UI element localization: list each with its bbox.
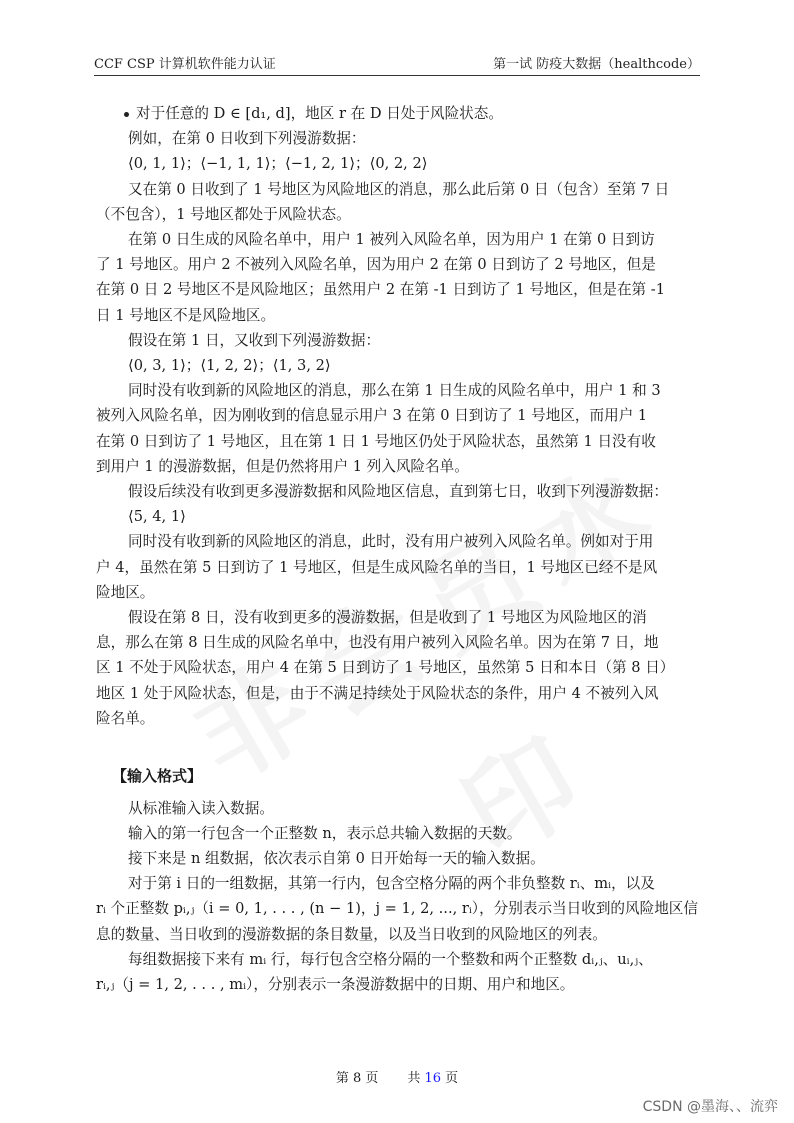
total-pages-prefix: 共	[407, 1071, 421, 1086]
text-line: 险地区。	[96, 583, 155, 601]
page-footer	[0, 1067, 794, 1086]
text-line: 同时没有收到新的风险地区的消息，那么在第 1 日生成的风险名单中，用户 1 和 3	[128, 382, 661, 400]
text-line: 假设在第 8 日，没有收到更多的漫游数据，但是收到了 1 号地区为风险地区的消	[128, 609, 647, 626]
text-line: 每组数据接下来有 mᵢ 行，每行包含空格分隔的一个整数和两个正整数 dᵢ,ⱼ、uᵢ,ⱼ、	[128, 950, 653, 968]
text-line: 对于任意的 D ∈ [d₁, d]，地区 r 在 D 日处于风险状态。	[136, 105, 503, 122]
text-line: 从标准输入读入数据。	[128, 799, 274, 817]
csdn-watermark: CSDN @墨海、、流弈	[642, 1099, 778, 1115]
total-pages-number[interactable]: 16	[424, 1071, 442, 1086]
text-line: 区 1 不处于风险状态，用户 4 在第 5 日到访了 1 号地区，虽然第 5 日和本日（第 8 日）	[96, 659, 675, 677]
text-line: 被列入风险名单，因为刚收到的信息显示用户 3 在第 0 日到访了 1 号地区，而用户 1	[96, 407, 648, 425]
text-line: 到用户 1 的漫游数据，但是仍然将用户 1 列入风险名单。	[96, 457, 469, 475]
text-line: ⟨0, 1, 1⟩；⟨−1, 1, 1⟩；⟨−1, 2, 1⟩；⟨0, 2, 2⟩	[128, 155, 428, 173]
section-title: 【输入格式】	[112, 767, 203, 786]
text-line: 户 4，虽然在第 5 日到访了 1 号地区，但是生成风险名单的当日，1 号地区已经不是风	[96, 558, 658, 576]
text-line: 在第 0 日到访了 1 号地区，且在第 1 日 1 号地区仍处于风险状态，虽然第 1 日没有收	[96, 432, 656, 450]
text-line: 地区 1 处于风险状态，但是，由于不满足持续处于风险状态的条件，用户 4 不被列入风	[96, 684, 659, 702]
text-line: 例如，在第 0 日收到下列漫游数据：	[128, 130, 366, 148]
text-line: 假设在第 1 日，又收到下列漫游数据：	[128, 331, 381, 349]
page-header	[94, 53, 700, 73]
total-pages-suffix: 页	[445, 1071, 459, 1086]
text-line: 息的数量、当日收到的漫游数据的条目数量，以及当日收到的风险地区的列表。	[96, 925, 607, 943]
text-line: （不包含），1 号地区都处于风险状态。	[96, 205, 351, 223]
header-rule	[94, 75, 700, 76]
text-line: ⟨5, 4, 1⟩	[128, 508, 186, 526]
text-line: rᵢ 个正整数 pᵢ,ⱼ（i = 0, 1, . . . , (n − 1)，j = 1, 2, ..., rᵢ），分别表示当日收到的风险地区信	[96, 900, 698, 918]
text-line: 又在第 0 日收到了 1 号地区为风险地区的消息，那么此后第 0 日（包含）至第 7 日	[128, 180, 670, 198]
text-line: 假设后续没有收到更多漫游数据和风险地区信息，直到第七日，收到下列漫游数据：	[128, 483, 668, 500]
text-line: 输入的第一行包含一个正整数 n，表示总共输入数据的天数。	[128, 824, 522, 842]
text-line: 在第 0 日生成的风险名单中，用户 1 被列入风险名单，因为用户 1 在第 0 日到访	[128, 231, 655, 248]
text-line: 同时没有收到新的风险地区的消息，此时，没有用户被列入风险名单。例如对于用	[128, 533, 654, 551]
text-line: rᵢ,ⱼ（j = 1, 2, . . . , mᵢ），分别表示一条漫游数据中的日期、用户和地区。	[96, 975, 575, 993]
text-line: 对于第 i 日的一组数据，其第一行内，包含空格分隔的两个非负整数 rᵢ、mᵢ，以及	[128, 875, 655, 893]
text-line: 在第 0 日 2 号地区不是风险地区；虽然用户 2 在第 -1 日到访了 1 号地区，但是在第 -1	[96, 281, 666, 299]
text-line: 息，那么在第 8 日生成的风险名单中，也没有用户被列入风险名单。因为在第 7 日，地	[96, 634, 659, 652]
text-line: 了 1 号地区。用户 2 不被列入风险名单，因为用户 2 在第 0 日到访了 2 号地区，但是	[96, 256, 656, 274]
header-left: CCF CSP 计算机软件能力认证	[94, 57, 276, 72]
text-line: 险名单。	[96, 709, 155, 727]
text-line: ⟨0, 3, 1⟩；⟨1, 2, 2⟩；⟨1, 3, 2⟩	[128, 357, 331, 374]
text-line: 接下来是 n 组数据，依次表示自第 0 日开始每一天的输入数据。	[128, 849, 545, 867]
bullet-icon	[124, 112, 129, 117]
page-number: 第 8 页	[335, 1071, 379, 1086]
text-line: 日 1 号地区不是风险地区。	[96, 306, 276, 324]
header-right: 第一试 防疫大数据（healthcode）	[493, 57, 700, 72]
